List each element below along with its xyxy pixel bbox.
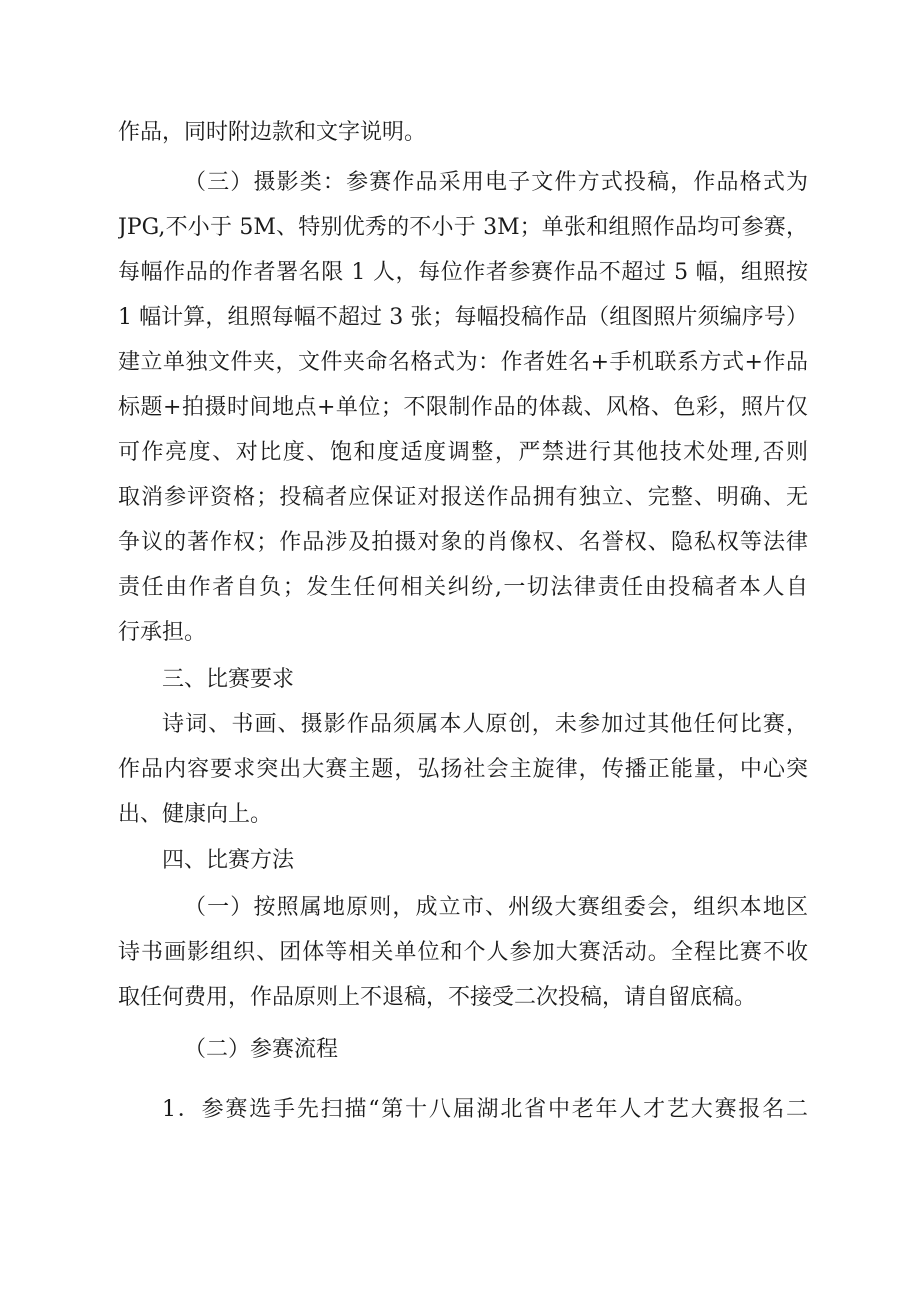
paragraph-photography-start: （三）摄影类：参赛作品采用电子文件方式投稿，作品格式为 xyxy=(184,170,808,195)
text-line: 每幅作品的作者署名限 1 人，每位作者参赛作品不超过 5 幅，组照按 xyxy=(118,260,808,285)
text-line: 取消参评资格；投稿者应保证对报送作品拥有独立、完整、明确、无 xyxy=(118,485,808,510)
text-line: 作品，同时附边款和文字说明。 xyxy=(118,120,427,145)
text-line: 诗书画影组织、团体等相关单位和个人参加大赛活动。全程比赛不收 xyxy=(118,940,808,965)
section-heading-methods: 四、比赛方法 xyxy=(162,848,295,873)
text-line: 出、健康向上。 xyxy=(118,802,273,827)
text-line: 责任由作者自负；发生任何相关纠纷,一切法律责任由投稿者本人自 xyxy=(118,575,808,600)
list-item-1: 1．参赛选手先扫描“第十八届湖北省中老年人才艺大赛报名二 xyxy=(162,1097,808,1122)
text-line: 行承担。 xyxy=(118,620,207,645)
text-line: JPG,不小于 5M、特别优秀的不小于 3M；单张和组照作品均可参赛， xyxy=(118,215,808,240)
text-line: 可作亮度、对比度、饱和度适度调整，严禁进行其他技术处理,否则 xyxy=(118,440,808,465)
section-heading-requirements: 三、比赛要求 xyxy=(162,667,295,692)
text-line: 1 幅计算，组照每幅不超过 3 张；每幅投稿作品（组图照片须编序号） xyxy=(118,305,808,330)
text-line: 取任何费用，作品原则上不退稿，不接受二次投稿，请自留底稿。 xyxy=(118,985,757,1010)
text-line: 争议的著作权；作品涉及拍摄对象的肖像权、名誉权、隐私权等法律 xyxy=(118,530,808,555)
paragraph-methods-start: （一）按照属地原则，成立市、州级大赛组委会，组织本地区 xyxy=(184,895,808,920)
subheading-process: （二）参赛流程 xyxy=(184,1037,339,1062)
paragraph-requirements-start: 诗词、书画、摄影作品须属本人原创，未参加过其他任何比赛， xyxy=(162,712,808,737)
text-line: 作品内容要求突出大赛主题，弘扬社会主旋律，传播正能量，中心突 xyxy=(118,757,808,782)
text-line: 建立单独文件夹，文件夹命名格式为：作者姓名+手机联系方式+作品 xyxy=(118,350,808,375)
text-line: 标题+拍摄时间地点+单位；不限制作品的体裁、风格、色彩，照片仅 xyxy=(118,395,808,420)
